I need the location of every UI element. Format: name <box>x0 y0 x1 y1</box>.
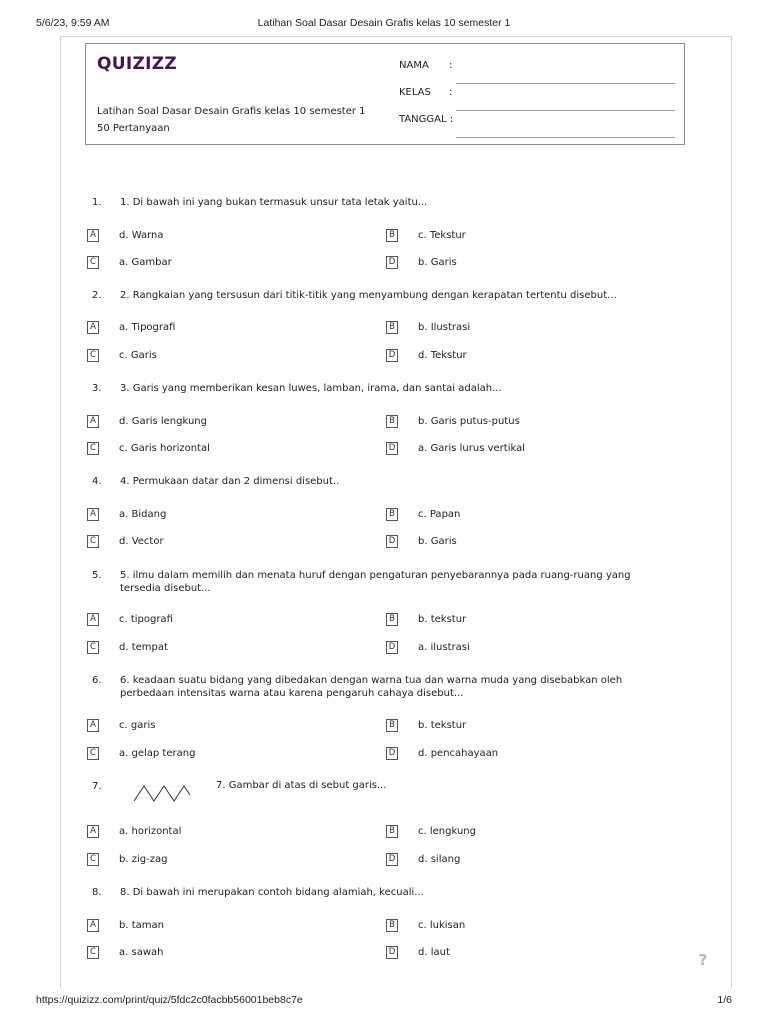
option-a[interactable] <box>87 919 347 933</box>
option-d[interactable] <box>386 853 646 867</box>
option-c[interactable] <box>87 535 347 549</box>
option-a[interactable] <box>87 415 347 429</box>
name-blank-line <box>456 71 675 84</box>
option-d[interactable] <box>386 535 646 549</box>
print-title: Latihan Soal Dasar Desain Grafis kelas 10 semester 1 <box>257 17 511 29</box>
question-1 <box>92 196 672 230</box>
option-text: c. lukisan <box>418 920 466 931</box>
date-field <box>399 114 677 128</box>
question-text: 3. Garis yang memberikan kesan luwes, lamban, irama, dan santai adalah... <box>120 383 502 394</box>
question-number: 3. <box>92 383 102 394</box>
print-url: https://quizizz.com/print/quiz/5fdc2c0facbb56001beb8c7e <box>36 994 303 1006</box>
option-b[interactable] <box>386 719 646 733</box>
option-d[interactable] <box>386 442 646 456</box>
option-c[interactable] <box>87 256 347 270</box>
option-b[interactable] <box>386 415 646 429</box>
question-5 <box>92 569 672 603</box>
print-date: 5/6/23, 9:59 AM <box>36 17 110 29</box>
option-letter-box: A <box>87 825 99 838</box>
question-number: 7. <box>92 781 102 792</box>
option-c[interactable] <box>87 442 347 456</box>
question-2 <box>92 289 672 323</box>
option-text: d. pencahayaan <box>418 748 499 759</box>
question-text: 5. ilmu dalam memilih dan menata huruf dengan pengaturan penyebarannya pada ruang-ruang yang tersedia disebut... <box>120 570 631 594</box>
option-text: d. Garis lengkung <box>119 416 207 427</box>
option-letter-box: A <box>87 321 99 334</box>
question-text: 7. Gambar di atas di sebut garis... <box>216 780 387 791</box>
option-text: b. zig-zag <box>119 854 168 865</box>
option-text: d. Warna <box>119 230 164 241</box>
option-text: c. Papan <box>418 509 461 520</box>
option-text: b. tekstur <box>418 614 467 625</box>
option-letter-box: C <box>87 747 99 760</box>
print-header <box>36 17 732 31</box>
option-letter-box: B <box>386 415 398 428</box>
option-letter-box: D <box>386 853 398 866</box>
option-text: a. Gambar <box>119 257 172 268</box>
option-c[interactable] <box>87 946 347 960</box>
option-text: b. Garis putus-putus <box>418 416 520 427</box>
option-letter-box: B <box>386 613 398 626</box>
option-letter-box: D <box>386 641 398 654</box>
question-number: 6. <box>92 675 102 686</box>
option-a[interactable] <box>87 508 347 522</box>
option-letter-box: C <box>87 535 99 548</box>
question-number: 5. <box>92 570 102 581</box>
option-text: d. Tekstur <box>418 350 467 361</box>
option-text: c. tipografi <box>119 614 173 625</box>
option-letter-box: A <box>87 919 99 932</box>
question-8 <box>92 886 672 920</box>
option-text: c. garis <box>119 720 156 731</box>
option-d[interactable] <box>386 256 646 270</box>
option-c[interactable] <box>87 349 347 363</box>
option-b[interactable] <box>386 508 646 522</box>
option-a[interactable] <box>87 825 347 839</box>
field-colon: : <box>449 87 453 98</box>
option-letter-box: C <box>87 442 99 455</box>
option-b[interactable] <box>386 229 646 243</box>
option-text: d. silang <box>418 854 461 865</box>
option-text: b. taman <box>119 920 164 931</box>
option-letter-box: C <box>87 641 99 654</box>
option-letter-box: A <box>87 719 99 732</box>
quiz-header-box <box>85 43 685 145</box>
question-text: 1. Di bawah ini yang bukan termasuk unsur tata letak yaitu... <box>120 197 428 208</box>
option-a[interactable] <box>87 321 347 335</box>
option-text: a. gelap terang <box>119 748 196 759</box>
option-d[interactable] <box>386 641 646 655</box>
field-label: KELAS <box>399 87 431 98</box>
zigzag-line-image <box>132 781 192 805</box>
question-text: 2. Rangkaian yang tersusun dari titik-titik yang menyambung dengan kerapatan tertentu disebut... <box>120 290 617 301</box>
option-c[interactable] <box>87 853 347 867</box>
class-blank-line <box>456 98 675 111</box>
question-text: 4. Permukaan datar dan 2 dimensi disebut.. <box>120 476 340 487</box>
question-text: 8. Di bawah ini merupakan contoh bidang alamiah, kecuali... <box>120 887 424 898</box>
svg-text:QUIZIZZ: QUIZIZZ <box>97 54 177 73</box>
option-text: d. Vector <box>119 536 164 547</box>
option-text: c. Garis <box>119 350 157 361</box>
field-colon: : <box>449 60 453 71</box>
option-text: a. horizontal <box>119 826 182 837</box>
option-c[interactable] <box>87 747 347 761</box>
option-letter-box: B <box>386 719 398 732</box>
quizizz-logo <box>97 53 177 73</box>
field-label: NAMA <box>399 60 429 71</box>
option-letter-box: B <box>386 229 398 242</box>
question-4 <box>92 475 672 509</box>
option-text: b. Ilustrasi <box>418 322 471 333</box>
option-c[interactable] <box>87 641 347 655</box>
print-footer <box>36 994 732 1008</box>
name-field <box>399 60 677 74</box>
option-letter-box: D <box>386 747 398 760</box>
option-text: b. Garis <box>418 536 457 547</box>
option-letter-box: D <box>386 946 398 959</box>
question-text: 6. keadaan suatu bidang yang dibedakan dengan warna tua dan warna muda yang disebabkan oleh perbedaan intensitas warna atau karena pengaruh cahaya disebut... <box>120 675 623 699</box>
option-letter-box: B <box>386 825 398 838</box>
option-letter-box: D <box>386 442 398 455</box>
option-a[interactable] <box>87 229 347 243</box>
option-text: d. tempat <box>119 642 168 653</box>
question-7 <box>92 780 122 814</box>
option-text: a. ilustrasi <box>418 642 470 653</box>
option-a[interactable] <box>87 719 347 733</box>
option-letter-box: A <box>87 508 99 521</box>
field-label: TANGGAL : <box>399 114 454 125</box>
question-count: 50 Pertanyaan <box>97 123 170 134</box>
option-text: a. Garis lurus vertikal <box>418 443 525 454</box>
option-a[interactable] <box>87 613 347 627</box>
option-letter-box: B <box>386 508 398 521</box>
date-blank-line <box>456 125 675 138</box>
option-letter-box: B <box>386 321 398 334</box>
quiz-title: Latihan Soal Dasar Desain Grafis kelas 10 semester 1 <box>97 106 366 117</box>
option-letter-box: C <box>87 946 99 959</box>
help-icon[interactable]: ? <box>698 951 708 969</box>
option-text: c. Garis horizontal <box>119 443 210 454</box>
option-letter-box: B <box>386 919 398 932</box>
option-text: b. Garis <box>418 257 457 268</box>
option-text: a. Tipografi <box>119 322 176 333</box>
option-d[interactable] <box>386 946 646 960</box>
class-field <box>399 87 677 101</box>
question-number: 4. <box>92 476 102 487</box>
option-b[interactable] <box>386 919 646 933</box>
option-d[interactable] <box>386 349 646 363</box>
option-letter-box: A <box>87 229 99 242</box>
option-letter-box: C <box>87 256 99 269</box>
option-text: c. lengkung <box>418 826 476 837</box>
option-text: a. Bidang <box>119 509 167 520</box>
option-letter-box: D <box>386 256 398 269</box>
option-text: a. sawah <box>119 947 164 958</box>
question-number: 2. <box>92 290 102 301</box>
option-d[interactable] <box>386 747 646 761</box>
option-letter-box: C <box>87 853 99 866</box>
option-text: d. laut <box>418 947 450 958</box>
page-counter: 1/6 <box>717 994 732 1006</box>
option-letter-box: A <box>87 415 99 428</box>
option-b[interactable] <box>386 825 646 839</box>
question-number: 8. <box>92 887 102 898</box>
question-number: 1. <box>92 197 102 208</box>
option-letter-box: D <box>386 349 398 362</box>
option-letter-box: C <box>87 349 99 362</box>
question-6 <box>92 674 672 708</box>
option-b[interactable] <box>386 613 646 627</box>
option-text: b. tekstur <box>418 720 467 731</box>
question-3 <box>92 382 672 416</box>
option-letter-box: D <box>386 535 398 548</box>
option-text: c. Tekstur <box>418 230 466 241</box>
option-letter-box: A <box>87 613 99 626</box>
option-b[interactable] <box>386 321 646 335</box>
